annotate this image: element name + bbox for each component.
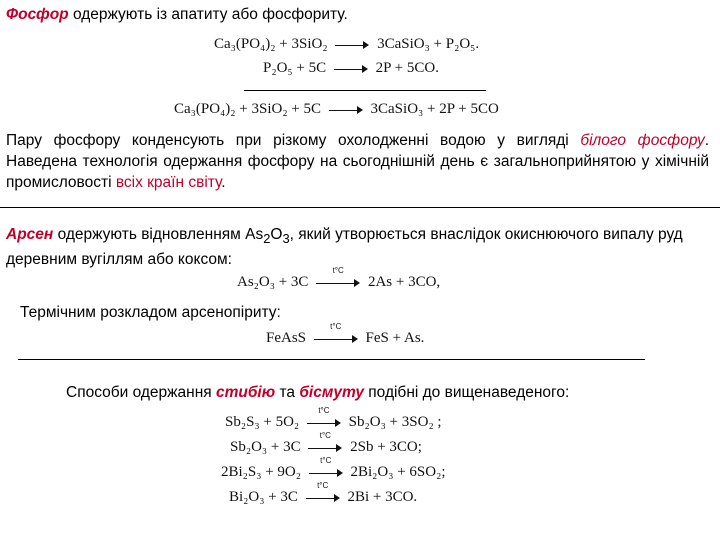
phosphorus-intro: одержують із апатиту або фосфориту. [68, 6, 348, 23]
reaction-arrow-icon [316, 265, 360, 289]
all-countries-term: всіх країн світу [115, 174, 222, 191]
antimony-term: стибію [215, 384, 276, 401]
eq-left: P₂O₅ + 5C [263, 60, 327, 76]
eq-right: 2Bi + 3CO. [347, 489, 418, 505]
bi-equation-2 [229, 480, 418, 506]
phosphorus-equation-sum [174, 101, 499, 118]
para-text: подібні до вищенаведеного: [363, 384, 570, 401]
sb-bi-heading [66, 382, 569, 403]
eq-right: 2Bi₂O₃ + 6SO₂; [350, 464, 446, 480]
reaction-arrow-icon [314, 321, 358, 345]
subscript: 2 [263, 231, 271, 247]
eq-left: Sb₂S₃ + 5O₂ [225, 414, 300, 430]
phosphorus-term: Фосфор [6, 6, 69, 23]
white-phosphorus-term: білого фосфору [580, 132, 705, 149]
para-text: Способи одержання [66, 384, 216, 401]
para-text: Пару фосфору конденсують при різкому охолодженні водою у вигляді [6, 132, 581, 149]
temperature-label: t°C [320, 455, 332, 465]
phosphorus-equation-1 [214, 36, 479, 53]
temperature-label: t°C [330, 321, 342, 331]
reaction-arrow-icon [309, 455, 343, 479]
eq-left: Ca₃(PO₄)₂ + 3SiO₂ [214, 36, 328, 52]
reaction-arrow-icon [334, 63, 368, 75]
bismuth-term: бісмуту [299, 384, 364, 401]
temperature-label: t°C [332, 265, 344, 275]
phosphorus-equation-2 [263, 60, 439, 77]
eq-right: 2P + 5CO. [375, 60, 439, 76]
para-text: . [221, 174, 226, 191]
eq-left: Sb₂O₃ + 3C [230, 439, 301, 455]
section-divider [0, 207, 720, 208]
eq-left: Bi₂O₃ + 3C [229, 489, 298, 505]
sum-line [244, 90, 486, 91]
reaction-arrow-icon [307, 405, 341, 429]
para-text: . Наведена технологія одержання фосфору на сьогоднішній день є загальноприйнятою у хімічній промисловості [6, 132, 710, 191]
eq-right: 3CaSiO₃ + P₂O₅. [377, 36, 480, 52]
eq-right: 2As + 3CO, [367, 274, 441, 290]
bi-equation-1 [221, 455, 446, 481]
reaction-arrow-icon [329, 104, 363, 116]
phosphorus-paragraph [6, 130, 709, 193]
para-text: одержують відновленням As [53, 226, 264, 243]
sb-equation-1 [225, 405, 442, 431]
para-text: та [275, 384, 300, 401]
eq-left: Ca₃(PO₄)₂ + 3SiO₂ + 5C [174, 101, 322, 117]
eq-left: 2Bi₂S₃ + 9O₂ [221, 464, 301, 480]
eq-left: As₂O₃ + 3C [237, 274, 309, 290]
eq-right: Sb₂O₃ + 3SO₂ ; [348, 414, 442, 430]
phosphorus-heading [6, 4, 348, 25]
section-divider [18, 359, 645, 360]
sb-equation-2 [230, 430, 422, 456]
arsenic-paragraph [6, 224, 706, 270]
eq-right: 2Sb + 3CO; [350, 439, 422, 455]
eq-right: FeS + As. [365, 330, 425, 346]
eq-left: FeAsS [266, 330, 307, 346]
para-text: , який утворюється внаслідок окиснюючого випалу руд деревним вугіллям або коксом: [6, 226, 683, 269]
temperature-label: t°C [317, 480, 329, 490]
reaction-arrow-icon [335, 39, 369, 51]
para-text: O [270, 226, 283, 243]
subscript: 3 [282, 231, 290, 247]
reaction-arrow-icon [308, 430, 342, 454]
arsenic-term: Арсен [6, 226, 54, 243]
reaction-arrow-icon [306, 480, 340, 504]
arsenic-equation-2 [266, 321, 425, 347]
arsenic-equation-1 [237, 265, 441, 291]
temperature-label: t°C [319, 430, 331, 440]
eq-right: 3CaSiO₃ + 2P + 5CO [370, 101, 499, 117]
temperature-label: t°C [318, 405, 330, 415]
arsenopyrite-text: Термічним розкладом арсенопіриту: [20, 304, 281, 321]
